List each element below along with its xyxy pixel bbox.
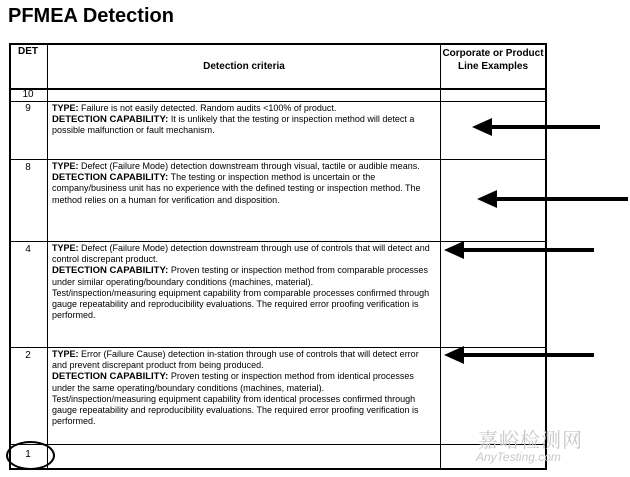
capability-text: Proven testing or inspection method from identical processes under the same operating/boundary conditions (machines, material).	[52, 371, 414, 393]
type-label: TYPE:	[52, 349, 79, 359]
header-det: DET	[18, 46, 38, 57]
extra-text: Test/inspection/measuring equipment capability from identical processes confirmed through gauge repeatability and reproducibility evaluations. The required error proofing verification is performed.	[52, 393, 419, 427]
det-value: 1	[25, 449, 31, 460]
detection-table	[9, 43, 547, 470]
type-text: Defect (Failure Mode) detection downstream through use of controls that will detect and control discrepant product.	[52, 243, 430, 265]
type-label: TYPE:	[52, 103, 79, 113]
det-value: 2	[25, 350, 31, 361]
type-text: Error (Failure Cause) detection in-station through use of controls that will detect error and prevent discrepant product from being produced.	[52, 349, 419, 371]
capability-label: DETECTION CAPABILITY:	[52, 172, 169, 184]
page-title: PFMEA Detection	[8, 5, 174, 27]
det-value: 9	[25, 103, 31, 114]
criteria-cell	[52, 243, 436, 321]
det-value: 4	[25, 244, 31, 255]
criteria-cell	[52, 349, 436, 427]
capability-text: Proven testing or inspection method from comparable processes under similar operating/boundary conditions (machines, material).	[52, 265, 428, 287]
type-text: Defect (Failure Mode) detection downstream through visual, tactile or audible means.	[81, 161, 420, 171]
header-examples: Corporate or Product Line Examples	[442, 48, 544, 72]
highlight-circle	[6, 441, 55, 470]
capability-label: DETECTION CAPABILITY:	[52, 265, 169, 277]
header-criteria: Detection criteria	[203, 61, 285, 72]
criteria-cell	[52, 103, 436, 137]
capability-text: The testing or inspection method is uncertain or the company/business unit has no experience with the defined testing or inspection method. The method relies on a human for verification and disposition.	[52, 172, 421, 205]
watermark-en: AnyTesting.com	[476, 450, 561, 464]
type-label: TYPE:	[52, 243, 79, 253]
watermark-cn: 嘉峪检测网	[478, 428, 583, 452]
criteria-cell	[52, 161, 436, 206]
det-value: 10	[22, 89, 34, 100]
type-label: TYPE:	[52, 161, 79, 171]
capability-label: DETECTION CAPABILITY:	[52, 114, 169, 126]
type-text: Failure is not easily detected. Random audits <100% of product.	[81, 103, 337, 113]
capability-label: DETECTION CAPABILITY:	[52, 371, 169, 383]
det-value: 8	[25, 162, 31, 173]
extra-text: Test/inspection/measuring equipment capability from comparable processes confirmed through gauge repeatability and reproducibility evaluations. The required error proofing verification is performed.	[52, 287, 430, 321]
capability-text: It is unlikely that the testing or inspection method will detect a possible malfunction or fault mechanism.	[52, 114, 415, 136]
